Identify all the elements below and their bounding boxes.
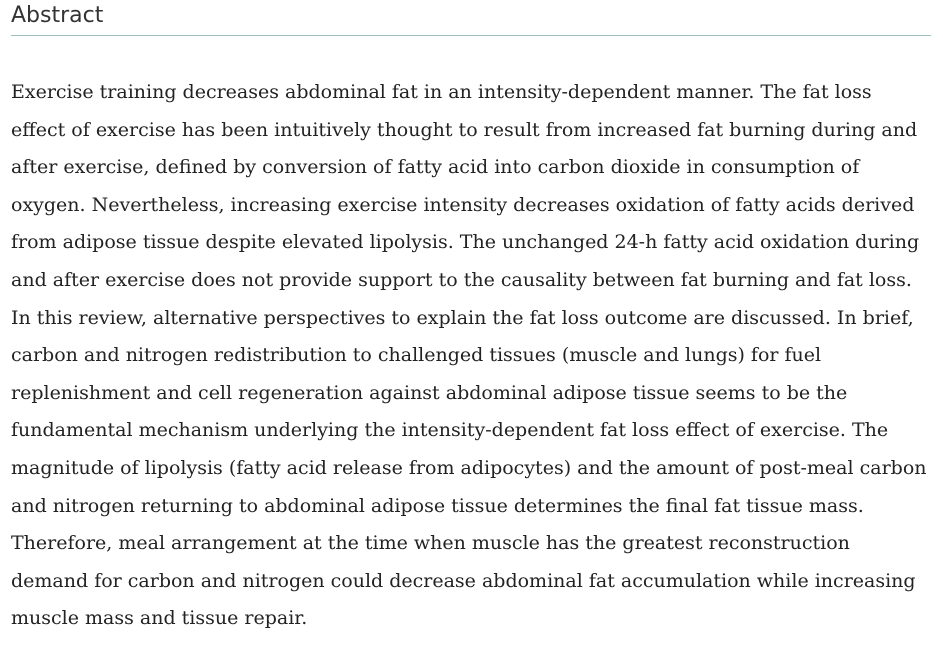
abstract-section — [11, 0, 931, 638]
abstract-body: Exercise training decreases abdominal fat in an intensity-dependent manner. The fat loss effect of exercise has been intuitively thought to result from increased fat burning during and after exercise, defined by conversion of fatty acid into carbon dioxide in consumption of oxygen. Nevertheless, increasing exercise intensity decreases oxidation of fatty acids derived from adipose tissue despite elevated lipolysis. The unchanged 24-h fatty acid oxidation during and after exercise does not provide support to the causality between fat burning and fat loss. In this review, alternative perspectives to explain the fat loss outcome are discussed. In brief, carbon and nitrogen redistribution to challenged tissues (muscle and lungs) for fuel replenishment and cell regeneration against abdominal adipose tissue seems to be the fundamental mechanism underlying the intensity-dependent fat loss effect of exercise. The magnitude of lipolysis (fatty acid release from adipocytes) and the amount of post-meal carbon and nitrogen returning to abdominal adipose tissue determines the final fat tissue mass. Therefore, meal arrangement at the time when muscle has the greatest reconstruction demand for carbon and nitrogen could decrease abdominal fat accumulation while increasing muscle mass and tissue repair. — [11, 81, 927, 630]
abstract-heading: Abstract — [11, 0, 931, 36]
